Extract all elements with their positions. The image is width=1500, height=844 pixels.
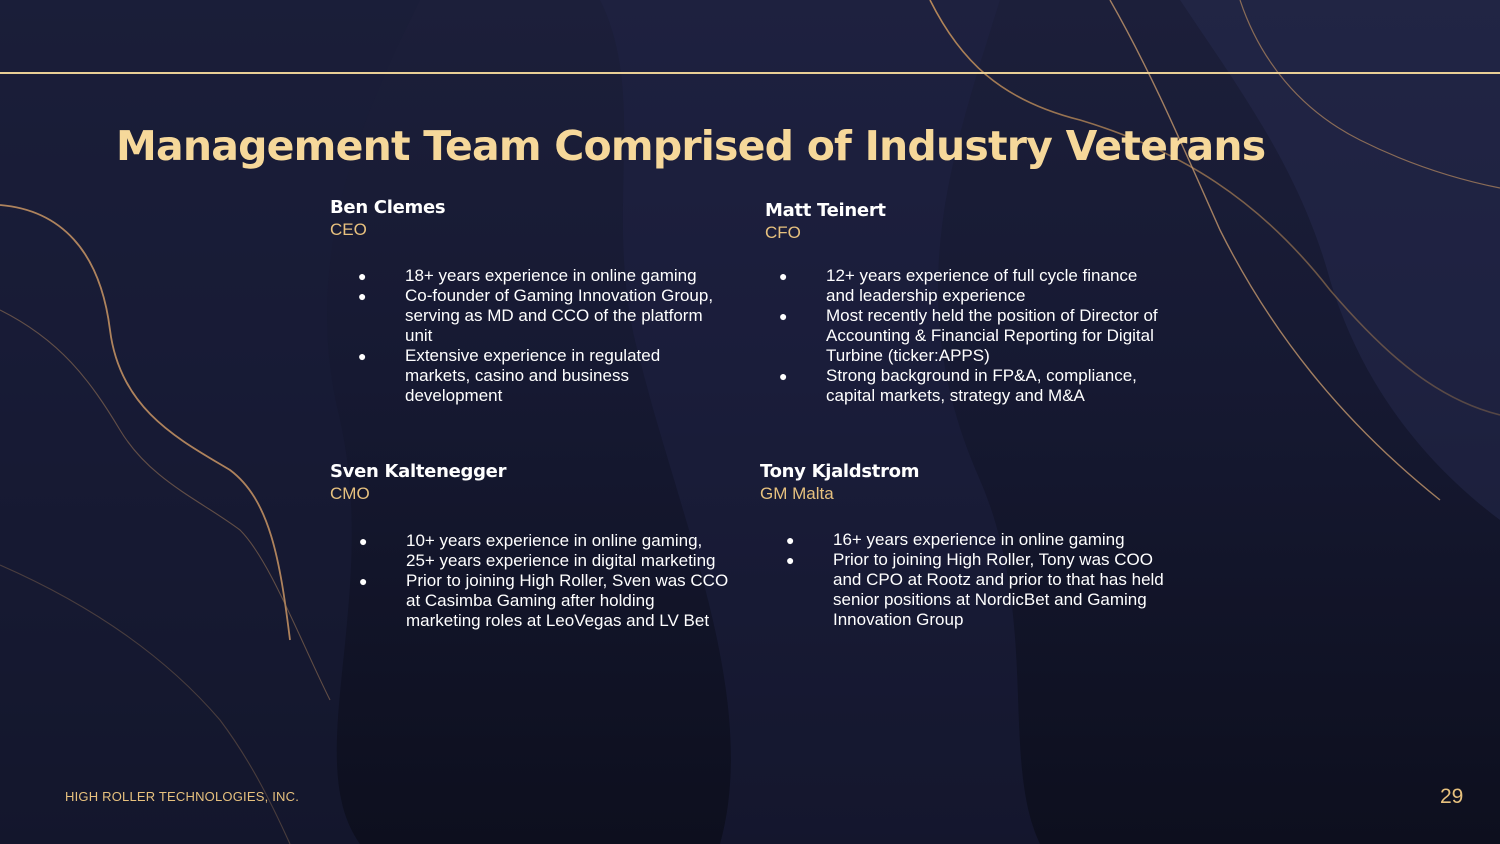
member-bullets xyxy=(760,530,1180,630)
member-bullets xyxy=(765,266,1165,406)
bullet-text: 10+ years experience in online gaming, 25+ years experience in digital marketing xyxy=(406,531,716,570)
bullet-dot: ● xyxy=(358,268,367,284)
bullet-dot: ● xyxy=(779,308,788,324)
member-name: Sven Kaltenegger xyxy=(330,461,507,482)
top-divider xyxy=(0,72,1500,74)
bullet-item xyxy=(765,366,1165,406)
bullet-item xyxy=(760,530,1180,550)
bullet-item xyxy=(330,571,730,631)
bullet-text: 18+ years experience in online gaming xyxy=(405,266,697,285)
bullet-item xyxy=(765,306,1165,366)
bullet-item xyxy=(330,531,730,571)
bullet-text: 12+ years experience of full cycle finance and leadership experience xyxy=(826,266,1138,305)
bullet-dot: ● xyxy=(359,573,368,589)
bullet-dot: ● xyxy=(779,268,788,284)
bullet-dot: ● xyxy=(786,552,795,568)
bullet-item xyxy=(760,550,1180,630)
member-name: Matt Teinert xyxy=(765,200,886,221)
team-member-sven-kaltenegger xyxy=(330,461,730,630)
member-name: Tony Kjaldstrom xyxy=(760,461,920,482)
bullet-text: Prior to joining High Roller, Tony was COO and CPO at Rootz and prior to that has held senior positions at NordicBet and Gaming Innovation Group xyxy=(833,550,1164,629)
bullet-text: Strong background in FP&A, compliance, capital markets, strategy and M&A xyxy=(826,366,1137,405)
member-bullets xyxy=(330,531,730,631)
team-member-matt-teinert xyxy=(765,200,1165,405)
member-role: CEO xyxy=(330,220,367,239)
bullet-dot: ● xyxy=(358,288,367,304)
member-name: Ben Clemes xyxy=(330,197,446,218)
bullet-item xyxy=(765,266,1165,306)
member-role: CFO xyxy=(765,223,801,242)
bullet-item xyxy=(330,346,730,406)
footer-company-name: HIGH ROLLER TECHNOLOGIES, INC. xyxy=(65,789,300,804)
page-number: 29 xyxy=(1440,785,1464,808)
bullet-dot: ● xyxy=(358,348,367,364)
bullet-text: Co-founder of Gaming Innovation Group, serving as MD and CCO of the platform unit xyxy=(405,286,714,345)
bullet-text: Extensive experience in regulated markets, casino and business development xyxy=(405,346,661,405)
bullet-text: Most recently held the position of Director of Accounting & Financial Reporting for Digital Turbine (ticker:APPS) xyxy=(826,306,1158,365)
bullet-item xyxy=(330,286,730,346)
member-role: CMO xyxy=(330,484,370,503)
member-role: GM Malta xyxy=(760,484,834,503)
bullet-text: 16+ years experience in online gaming xyxy=(833,530,1125,549)
bullet-dot: ● xyxy=(779,368,788,384)
team-member-tony-kjaldstrom xyxy=(760,461,1180,629)
member-bullets xyxy=(330,266,730,406)
slide-title: Management Team Comprised of Industry Veterans xyxy=(116,122,1266,170)
bullet-dot: ● xyxy=(786,532,795,548)
bullet-item xyxy=(330,266,730,286)
bullet-dot: ● xyxy=(359,533,368,549)
bullet-text: Prior to joining High Roller, Sven was CCO at Casimba Gaming after holding marketing roles at LeoVegas and LV Bet xyxy=(406,571,729,630)
team-member-ben-clemes xyxy=(330,197,730,405)
